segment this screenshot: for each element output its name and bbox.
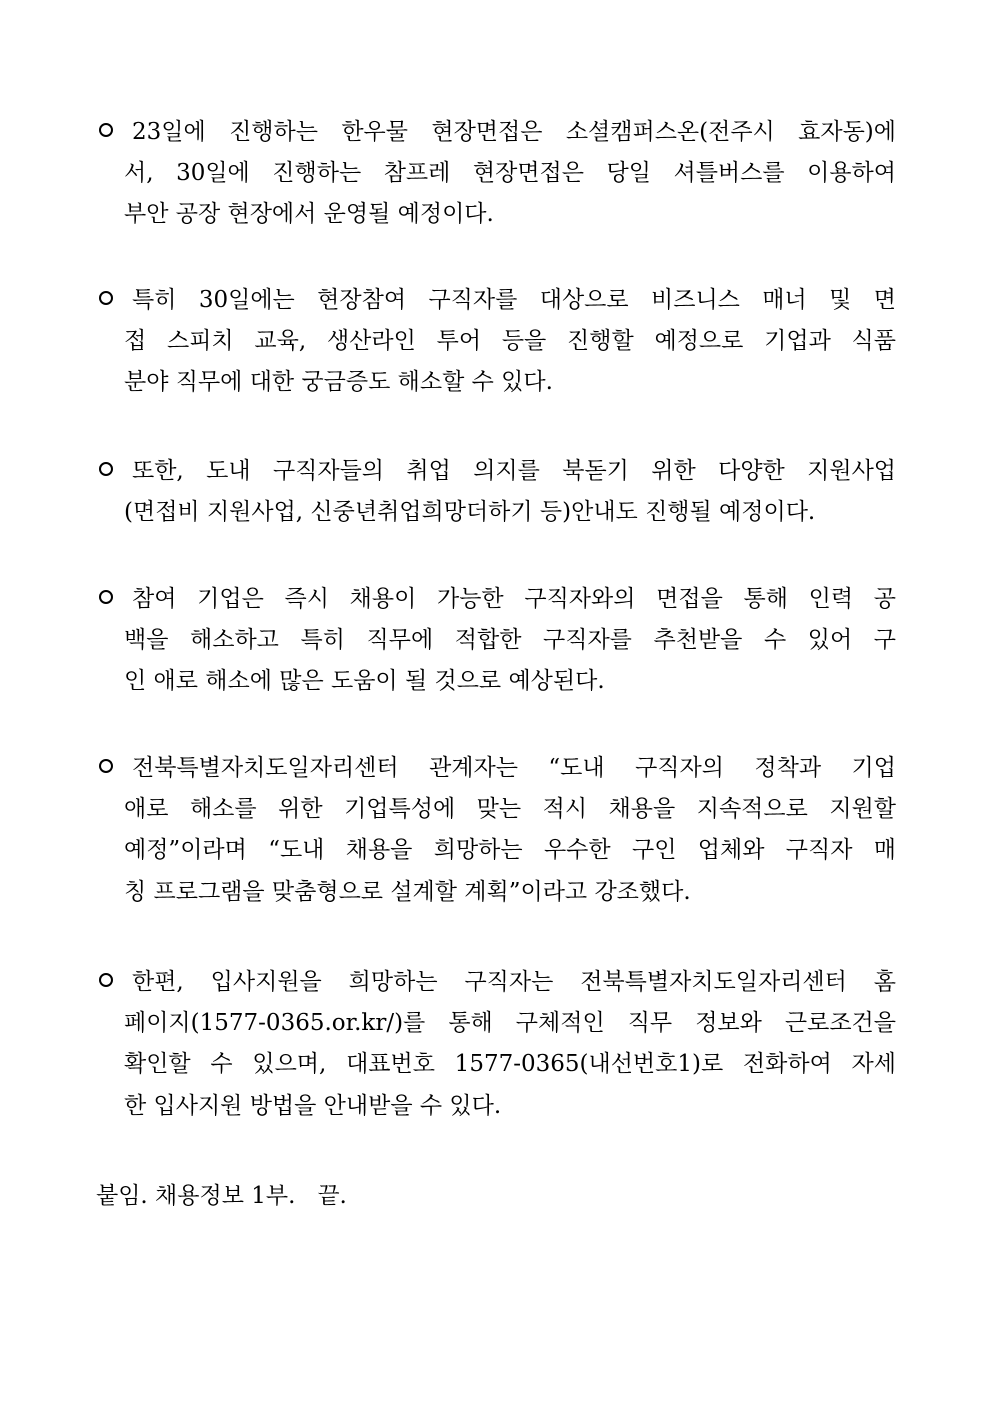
paragraph-line: 전북특별자치도일자리센터 관계자는 “도내 구직자의 정착과 기업 (132, 755, 896, 781)
paragraph-line: 분야 직무에 대한 궁금증도 해소할 수 있다. (124, 369, 553, 395)
paragraph-line: 페이지(1577-0365.or.kr/)를 통해 구체적인 직무 정보와 근로조건을 (124, 1010, 896, 1036)
paragraph-line: 예정”이라며 “도내 채용을 희망하는 우수한 구인 업체와 구직자 매 (124, 837, 896, 863)
paragraph-line: 백을 해소하고 특히 직무에 적합한 구직자를 추천받을 수 있어 구 (124, 627, 896, 653)
paragraph-line: 참여 기업은 즉시 채용이 가능한 구직자와의 면접을 통해 인력 공 (132, 586, 896, 612)
paragraph-line: 부안 공장 현장에서 운영될 예정이다. (124, 201, 494, 227)
paragraph-line: 23일에 진행하는 한우물 현장면접은 소셜캠퍼스온(전주시 효자동)에 (132, 119, 896, 145)
paragraph-line: 또한, 도내 구직자들의 취업 의지를 북돋기 위한 다양한 지원사업 (132, 458, 896, 484)
paragraph-line: 애로 해소를 위한 기업특성에 맞는 적시 채용을 지속적으로 지원할 (124, 796, 896, 822)
paragraph-line: 칭 프로그램을 맞춤형으로 설계할 계획”이라고 강조했다. (124, 879, 691, 905)
paragraph-line: 특히 30일에는 현장참여 구직자를 대상으로 비즈니스 매너 및 면 (132, 287, 896, 313)
paragraph-line: 확인할 수 있으며, 대표번호 1577-0365(내선번호1)로 전화하여 자세 (124, 1051, 896, 1077)
paragraph-line: 인 애로 해소에 많은 도움이 될 것으로 예상된다. (124, 668, 605, 694)
attachment-note: 붙임. 채용정보 1부. 끝. (96, 1183, 347, 1209)
paragraph-line: 접 스피치 교육, 생산라인 투어 등을 진행할 예정으로 기업과 식품 (124, 328, 896, 354)
paragraph-line: 한편, 입사지원을 희망하는 구직자는 전북특별자치도일자리센터 홈 (132, 969, 896, 995)
paragraph-line: 한 입사지원 방법을 안내받을 수 있다. (124, 1093, 502, 1119)
paragraph-line: (면접비 지원사업, 신중년취업희망더하기 등)안내도 진행될 예정이다. (124, 499, 816, 525)
paragraph-line: 서, 30일에 진행하는 참프레 현장면접은 당일 셔틀버스를 이용하여 (124, 160, 896, 186)
